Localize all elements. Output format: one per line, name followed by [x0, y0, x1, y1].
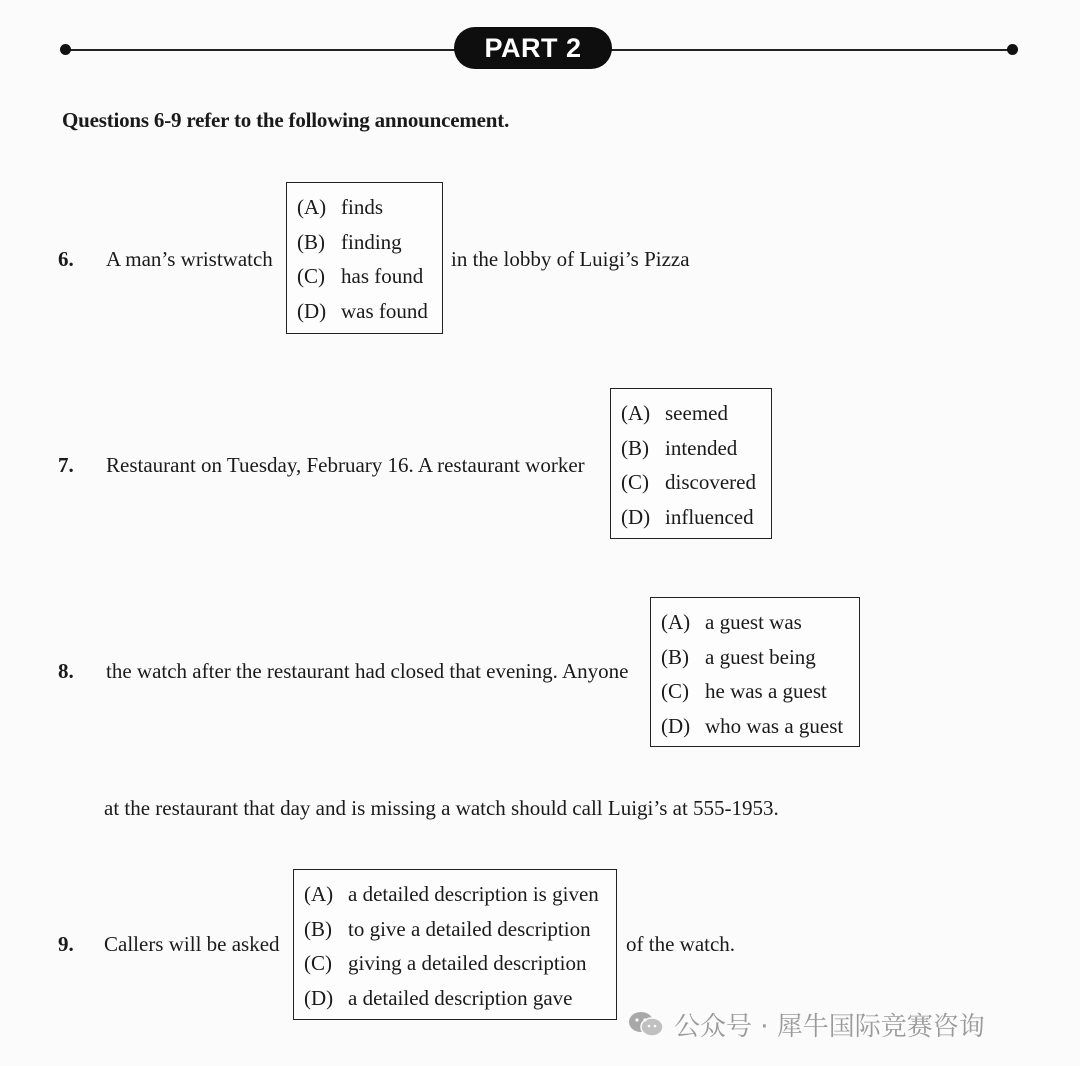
question-7-option-a[interactable]: (A) seemed	[621, 401, 728, 425]
question-9-option-a[interactable]: (A) a detailed description is given	[304, 882, 599, 906]
question-6-option-c[interactable]: (C) has found	[297, 264, 424, 288]
question-8-option-a[interactable]: (A) a guest was	[661, 610, 802, 634]
question-9-option-d[interactable]: (D) a detailed description gave	[304, 985, 573, 1010]
watermark-text: 公众号 · 犀牛国际竞赛咨询	[674, 1011, 985, 1042]
header-rule-right	[608, 49, 1012, 51]
question-7-number: 7.	[58, 453, 74, 477]
question-6-number: 6.	[58, 247, 74, 271]
question-8-option-d[interactable]: (D) who was a guest	[661, 713, 844, 738]
question-6-options	[286, 182, 443, 334]
question-6-text-after: in the lobby of Luigi’s Pizza	[451, 247, 690, 271]
part-heading: PART 2	[454, 27, 612, 69]
question-8-options	[650, 597, 860, 747]
header-rule-left	[66, 49, 458, 51]
question-7-text-before: Restaurant on Tuesday, February 16. A restaurant worker	[106, 453, 585, 477]
question-7-option-d[interactable]: (D) influenced	[621, 504, 754, 529]
header-dot-right	[1007, 44, 1018, 55]
question-9-option-c[interactable]: (C) giving a detailed description	[304, 951, 587, 975]
header-dot-left	[60, 44, 71, 55]
instructions: Questions 6-9 refer to the following announcement.	[62, 108, 510, 132]
question-9-number: 9.	[58, 932, 74, 956]
question-6-option-b[interactable]: (B) finding	[297, 229, 402, 254]
question-8-option-b[interactable]: (B) a guest being	[661, 644, 816, 669]
wechat-icon	[626, 1009, 666, 1039]
question-8-number: 8.	[58, 659, 74, 683]
watermark	[626, 1005, 985, 1043]
question-7-options	[610, 388, 772, 539]
question-7-option-c[interactable]: (C) discovered	[621, 470, 756, 494]
question-9-option-b[interactable]: (B) to give a detailed description	[304, 916, 591, 941]
question-6-option-d[interactable]: (D) was found	[297, 298, 428, 323]
question-9-text-before: Callers will be asked	[104, 932, 280, 956]
question-8-text-before: the watch after the restaurant had closed that evening. Anyone	[106, 659, 629, 683]
question-9-text-after: of the watch.	[626, 932, 736, 956]
question-8-continuation: at the restaurant that day and is missing a watch should call Luigi’s at 555-1953.	[104, 796, 779, 820]
question-7-option-b[interactable]: (B) intended	[621, 435, 738, 460]
question-6-option-a[interactable]: (A) finds	[297, 195, 383, 219]
question-6-text-before: A man’s wristwatch	[106, 247, 273, 271]
question-9-options	[293, 869, 617, 1020]
question-8-option-c[interactable]: (C) he was a guest	[661, 679, 827, 703]
